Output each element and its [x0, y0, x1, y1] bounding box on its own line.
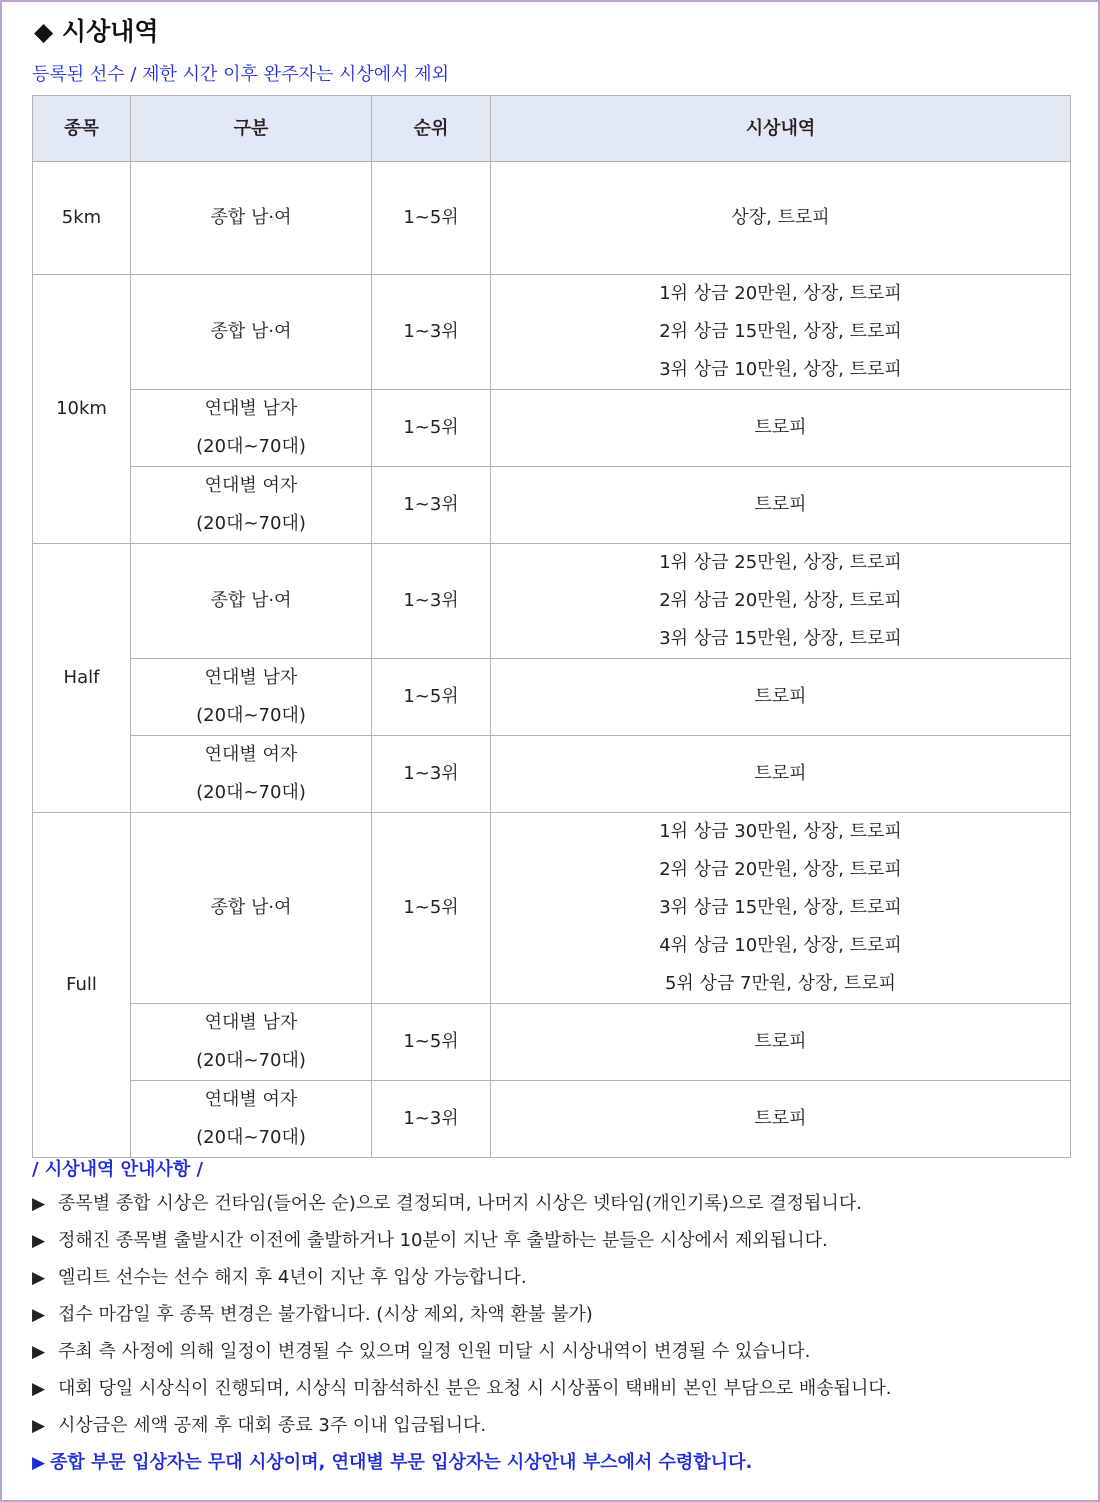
note-item	[32, 1296, 1082, 1333]
division-line: 종합 남·여	[210, 590, 292, 611]
prize-line: 1위 상금 25만원, 상장, 트로피	[659, 552, 902, 573]
bullet-arrow-icon: ▶	[32, 1342, 46, 1362]
bullet-arrow-icon: ▶	[32, 1268, 46, 1288]
division-line: (20대~70대)	[196, 705, 306, 726]
division-cell	[131, 1004, 372, 1081]
note-text: 엘리트 선수는 선수 해지 후 4년이 지난 후 입상 가능합니다.	[58, 1267, 527, 1288]
header-prizes: 시상내역	[491, 96, 1071, 162]
table-row	[33, 275, 1071, 390]
rank-cell: 1~3위	[372, 1081, 491, 1158]
division-line: 연대별 여자	[204, 744, 298, 765]
prize-line: 트로피	[754, 417, 807, 438]
prize-cell	[491, 736, 1071, 813]
note-item	[32, 1222, 1082, 1259]
note-text: 대회 당일 시상식이 진행되며, 시상식 미참석하신 분은 요청 시 시상품이 택배비 본인 부담으로 배송됩니다.	[58, 1378, 892, 1399]
prize-line: 트로피	[754, 763, 807, 784]
division-line: (20대~70대)	[196, 782, 306, 803]
prize-line: 2위 상금 20만원, 상장, 트로피	[659, 859, 902, 880]
division-line: 연대별 남자	[204, 398, 298, 419]
division-cell	[131, 1081, 372, 1158]
division-cell	[131, 162, 372, 275]
division-cell	[131, 467, 372, 544]
prize-line: 4위 상금 10만원, 상장, 트로피	[659, 935, 902, 956]
event-cell: Full	[33, 813, 131, 1158]
rank-cell: 1~5위	[372, 659, 491, 736]
note-text: 주최 측 사정에 의해 일정이 변경될 수 있으며 일정 인원 미달 시 시상내역이 변경될 수 있습니다.	[58, 1341, 811, 1362]
prize-cell	[491, 275, 1071, 390]
table-row	[33, 467, 1071, 544]
note-text: 종목별 종합 시상은 건타임(들어온 순)으로 결정되며, 나머지 시상은 넷타임(개인기록)으로 결정됩니다.	[58, 1193, 862, 1214]
division-line: (20대~70대)	[196, 1050, 306, 1071]
note-text: 접수 마감일 후 종목 변경은 불가합니다. (시상 제외, 차액 환불 불가)	[58, 1304, 593, 1325]
division-line: 연대별 여자	[204, 475, 298, 496]
table-row	[33, 1081, 1071, 1158]
header-rank: 순위	[372, 96, 491, 162]
section-title: ◆ 시상내역	[34, 17, 159, 46]
note-final-text: 종합 부문 입상자는 무대 시상이며, 연대별 부문 입상자는 시상안내 부스에서 수령합니다.	[50, 1452, 753, 1473]
division-line: 종합 남·여	[210, 207, 292, 228]
division-cell	[131, 544, 372, 659]
note-item	[32, 1259, 1082, 1296]
notes-section	[32, 1155, 1082, 1481]
table-row	[33, 736, 1071, 813]
division-line: 종합 남·여	[210, 897, 292, 918]
awards-table	[32, 95, 1071, 1158]
rank-cell: 1~5위	[372, 390, 491, 467]
rank-cell: 1~3위	[372, 467, 491, 544]
bullet-arrow-icon: ▶	[32, 1305, 46, 1325]
bullet-arrow-icon: ▶	[32, 1379, 46, 1399]
division-cell	[131, 275, 372, 390]
prize-line: 2위 상금 15만원, 상장, 트로피	[659, 321, 902, 342]
division-cell	[131, 659, 372, 736]
prize-line: 트로피	[754, 686, 807, 707]
note-text: 정해진 종목별 출발시간 이전에 출발하거나 10분이 지난 후 출발하는 분들은 시상에서 제외됩니다.	[58, 1230, 828, 1251]
division-line: 연대별 남자	[204, 667, 298, 688]
notes-title: / 시상내역 안내사항 /	[32, 1159, 204, 1180]
division-cell	[131, 390, 372, 467]
division-line: (20대~70대)	[196, 1127, 306, 1148]
event-cell: 5km	[33, 162, 131, 275]
prize-line: 5위 상금 7만원, 상장, 트로피	[664, 973, 897, 994]
prize-cell	[491, 813, 1071, 1004]
table-row	[33, 659, 1071, 736]
bullet-arrow-icon: ▶	[32, 1231, 46, 1251]
event-cell: 10km	[33, 275, 131, 544]
note-text: 시상금은 세액 공제 후 대회 종료 3주 이내 입금됩니다.	[58, 1415, 487, 1436]
prize-line: 1위 상금 20만원, 상장, 트로피	[659, 283, 902, 304]
prize-line: 상장, 트로피	[731, 207, 830, 228]
table-header-row	[33, 96, 1071, 162]
division-line: 연대별 여자	[204, 1089, 298, 1110]
prize-cell	[491, 1004, 1071, 1081]
prize-cell	[491, 1081, 1071, 1158]
rank-cell: 1~3위	[372, 544, 491, 659]
prize-cell	[491, 467, 1071, 544]
table-row	[33, 1004, 1071, 1081]
rank-cell: 1~5위	[372, 162, 491, 275]
division-line: 종합 남·여	[210, 321, 292, 342]
prize-line: 트로피	[754, 1031, 807, 1052]
prize-cell	[491, 544, 1071, 659]
header-event: 종목	[33, 96, 131, 162]
prize-cell	[491, 659, 1071, 736]
prize-line: 트로피	[754, 494, 807, 515]
prize-line: 트로피	[754, 1108, 807, 1129]
note-item	[32, 1185, 1082, 1222]
bullet-arrow-icon: ▶	[32, 1416, 46, 1436]
prize-line: 2위 상금 20만원, 상장, 트로피	[659, 590, 902, 611]
event-cell: Half	[33, 544, 131, 813]
rank-cell: 1~3위	[372, 275, 491, 390]
bullet-arrow-icon: ▶	[32, 1453, 46, 1473]
division-cell	[131, 736, 372, 813]
division-line: (20대~70대)	[196, 513, 306, 534]
prize-line: 3위 상금 15만원, 상장, 트로피	[659, 897, 902, 918]
table-row	[33, 544, 1071, 659]
division-cell	[131, 813, 372, 1004]
rank-cell: 1~3위	[372, 736, 491, 813]
table-row	[33, 162, 1071, 275]
division-line: 연대별 남자	[204, 1012, 298, 1033]
bullet-arrow-icon: ▶	[32, 1194, 46, 1214]
prize-cell	[491, 390, 1071, 467]
table-row	[33, 813, 1071, 1004]
rank-cell: 1~5위	[372, 813, 491, 1004]
prize-line: 1위 상금 30만원, 상장, 트로피	[659, 821, 902, 842]
note-final	[32, 1444, 1082, 1481]
prize-line: 3위 상금 10만원, 상장, 트로피	[659, 359, 902, 380]
note-item	[32, 1370, 1082, 1407]
section-subtitle: 등록된 선수 / 제한 시간 이후 완주자는 시상에서 제외	[32, 64, 449, 85]
rank-cell: 1~5위	[372, 1004, 491, 1081]
note-item	[32, 1333, 1082, 1370]
prize-line: 3위 상금 15만원, 상장, 트로피	[659, 628, 902, 649]
division-line: (20대~70대)	[196, 436, 306, 457]
header-division: 구분	[131, 96, 372, 162]
table-row	[33, 390, 1071, 467]
prize-cell	[491, 162, 1071, 275]
note-item	[32, 1407, 1082, 1444]
